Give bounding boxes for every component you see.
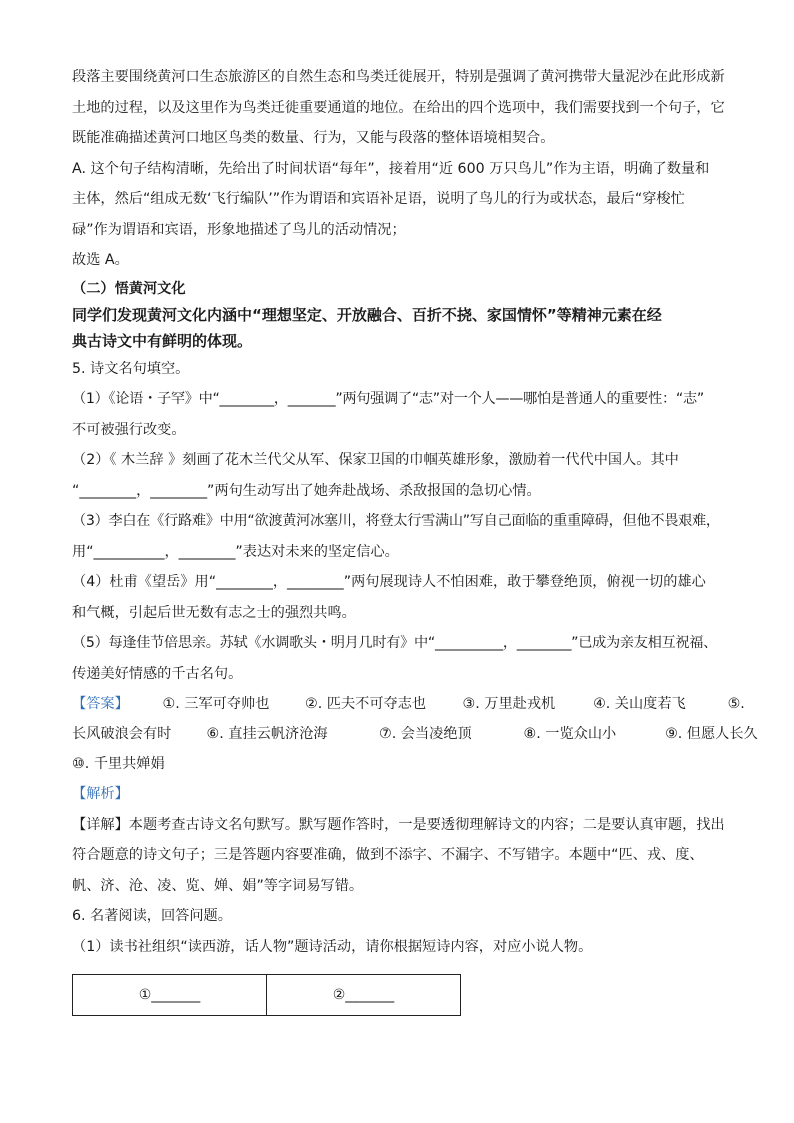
answer-item: ②. 匹夫不可夺志也 <box>305 696 427 712</box>
option-a-line: A. 这个句子结构清晰，先给出了时间状语“每年”，接着用“近 600 万只鸟儿”作为主语，明确了数量和 <box>72 160 710 177</box>
question-5-item: 用“__________，________”表达对未来的坚定信心。 <box>72 543 399 560</box>
answer-item: ⑤. <box>727 696 745 712</box>
question-6-title: 6. 名著阅读，回答问题。 <box>72 908 232 924</box>
answer-item: ③. 万里赴戎机 <box>462 696 556 712</box>
analysis-line: 既能准确描述黄河口地区鸟类的数量、行为，又能与段落的整体语境相契合。 <box>72 130 555 146</box>
section-intro: 典古诗文中有鲜明的体现。 <box>72 331 253 350</box>
question-5-item: （3）李白在《行路难》中用“欲渡黄河冰塞川，将登太行雪满山”写自己面临的重重障碍，但他不畏艰难， <box>72 513 720 529</box>
document-page <box>72 62 758 1016</box>
answer-item: ①. 三军可夺帅也 <box>162 696 270 712</box>
table-cell: ①_______ <box>73 975 267 1016</box>
explain-label: 【解析】 <box>72 786 129 802</box>
question-5-title: 5. 诗文名句填空。 <box>72 360 190 377</box>
detail-line: 帆、济、沧、凌、览、婵、娟”等字词易写错。 <box>72 877 364 894</box>
answer-label: 【答案】 <box>72 696 129 712</box>
table-row <box>73 975 461 1016</box>
question-5-item: 传递美好情感的千古名句。 <box>72 665 243 682</box>
question-5-item: “________，________”两句生动写出了她奔赴战场、杀敌报国的急切心情。 <box>72 482 541 499</box>
detail-line: 符合题意的诗文句子；三是答题内容要准确，做到不添字、不漏字、不写错字。本题中“匹、戎、度、 <box>72 847 704 863</box>
question-5-item: 不可被强行改变。 <box>72 421 186 438</box>
choice-text: 故选 A。 <box>72 252 129 268</box>
option-a-line: 主体，然后“组成无数‘飞行编队’”作为谓语和宾语补足语，说明了鸟儿的行为或状态，最后“穿梭忙 <box>72 191 685 207</box>
detail-line: 【详解】本题考查古诗文名句默写。默写题作答时，一是要透彻理解诗文的内容；二是要认真审题，找出 <box>72 816 725 833</box>
analysis-line: 土地的过程，以及这里作为鸟类迁徙重要通道的地位。在给出的四个选项中，我们需要找到一个句子，它 <box>72 99 725 116</box>
answer-row <box>72 749 732 779</box>
question-6-sub: （1）读书社组织“读西游，话人物”题诗活动，请你根据短诗内容，对应小说人物。 <box>72 938 593 955</box>
analysis-line: 段落主要围绕黄河口生态旅游区的自然生态和鸟类迁徙展开，特别是强调了黄河携带大量泥沙在此形成新 <box>72 69 725 85</box>
question-5-item: （4）杜甫《望岳》用“________，________”两句展现诗人不怕困难，敢于攀登绝顶，俯视一切的雄心 <box>72 574 706 590</box>
question-5-item: （2）《 木兰辞 》刻画了花木兰代父从军、保家卫国的巾帼英雄形象，激励着一代代中国人。其中 <box>72 452 679 468</box>
question-5-item: （5）每逢佳节倍思亲。苏轼《水调歌头・明月几时有》中“__________，________”已成为亲友相互祝福、 <box>72 635 718 651</box>
table-cell: ②_______ <box>267 975 461 1016</box>
answer-table <box>72 974 461 1016</box>
answer-row <box>72 689 745 719</box>
question-5-item: （1）《论语・子罕》中“________，_______”两句强调了“志”对一个人——哪怕是普通人的重要性：“志” <box>72 391 704 407</box>
answer-item: ④. 关山度若飞 <box>593 696 686 712</box>
answer-item: ⑦. 会当凌绝顶 <box>379 726 472 742</box>
answer-row <box>72 719 758 749</box>
section-intro: 同学们发现黄河文化内涵中“理想坚定、开放融合、百折不挠、家国情怀”等精神元素在经 <box>72 305 662 324</box>
question-5-item: 和气概，引起后世无数有志之士的强烈共鸣。 <box>72 604 356 621</box>
answer-item: ⑧. 一览众山小 <box>523 726 617 742</box>
answer-item: ⑥. 直挂云帆济沧海 <box>206 726 328 742</box>
answer-item: 长风破浪会有时 <box>72 726 172 742</box>
option-a-line: 碌”作为谓语和宾语，形象地描述了鸟儿的活动情况； <box>72 221 406 238</box>
answer-item: ⑩. 千里共婵娟 <box>72 756 165 772</box>
answer-item: ⑨. 但愿人长久 <box>665 726 758 742</box>
section-title: （二）悟黄河文化 <box>72 280 186 297</box>
